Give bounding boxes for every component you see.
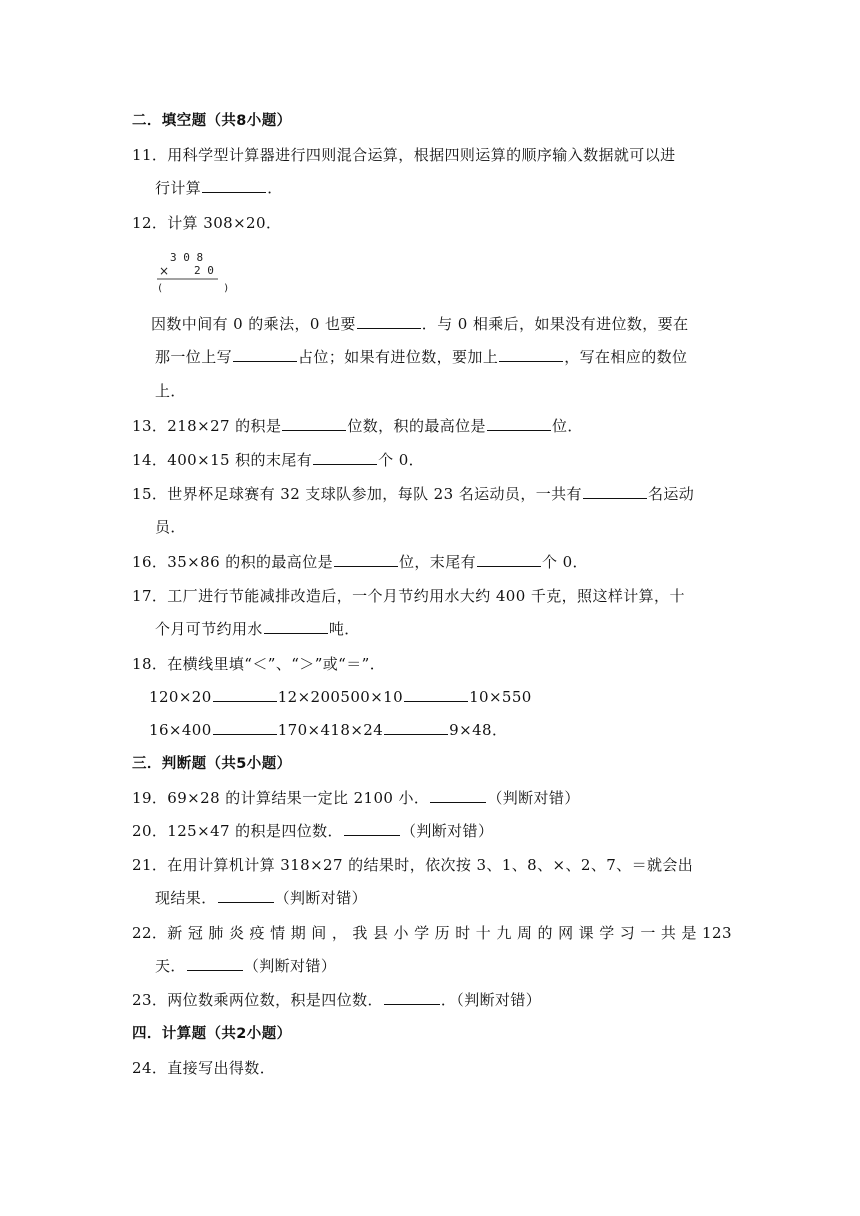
answer-blank[interactable] bbox=[404, 687, 468, 702]
question-12-line-2: 因数中间有 0 的乘法，0 也要 ．与 0 相乘后，如果没有进位数，要在 bbox=[151, 315, 689, 333]
question-12-line-4: 上． bbox=[155, 382, 186, 400]
answer-blank[interactable] bbox=[344, 821, 400, 836]
question-21-line-1: 21．在用计算机计算 318×27 的结果时，依次按 3、1、8、×、2、7、＝就会出 bbox=[132, 856, 694, 874]
question-11-line-2: 行计算 ． bbox=[155, 179, 283, 197]
question-16: 16．35×86 的积的最高位是 位，末尾有 个 0． bbox=[132, 553, 588, 571]
answer-blank[interactable] bbox=[487, 416, 551, 431]
figure-multiplier: 2 0 bbox=[194, 264, 214, 277]
answer-blank[interactable] bbox=[583, 484, 647, 499]
answer-blank[interactable] bbox=[477, 552, 541, 567]
section-heading-fill: 二．填空题（共8小题） bbox=[132, 113, 292, 129]
answer-blank[interactable] bbox=[282, 416, 346, 431]
answer-blank[interactable] bbox=[218, 888, 274, 903]
answer-blank[interactable] bbox=[264, 619, 328, 634]
question-18-line-1: 18．在横线里填“＜”、“＞”或“＝”． bbox=[132, 655, 386, 673]
multiplication-figure bbox=[156, 251, 230, 297]
question-14: 14．400×15 积的末尾有 个 0． bbox=[132, 451, 425, 469]
answer-blank[interactable] bbox=[384, 720, 448, 735]
figure-multiplicand: 3 0 8 bbox=[170, 251, 204, 264]
figure-answer-parens: ( ) bbox=[157, 283, 230, 294]
answer-blank[interactable] bbox=[384, 990, 440, 1005]
question-23: 23．两位数乘两位数，积是四位数． ．（判断对错） bbox=[132, 991, 542, 1009]
answer-blank[interactable] bbox=[357, 314, 421, 329]
figure-times-sign: × bbox=[159, 264, 170, 278]
question-15-line-1: 15．世界杯足球赛有 32 支球队参加，每队 23 名运动员，一共有 名运动 bbox=[132, 485, 695, 503]
question-21-line-2: 现结果． （判断对错） bbox=[155, 889, 368, 907]
answer-blank[interactable] bbox=[499, 347, 563, 362]
answer-blank[interactable] bbox=[187, 956, 243, 971]
question-17-line-2: 个月可节约用水 吨． bbox=[155, 620, 360, 638]
question-12-line-3: 那一位上写 占位；如果有进位数，要加上 ，写在相应的数位 bbox=[155, 348, 688, 366]
question-24: 24．直接写出得数． bbox=[132, 1059, 276, 1077]
answer-blank[interactable] bbox=[213, 687, 277, 702]
question-18-row-1: 120×20 12×200500×10 10×550 bbox=[149, 688, 532, 706]
section-heading-judge: 三．判断题（共5小题） bbox=[132, 756, 292, 772]
answer-blank[interactable] bbox=[202, 178, 266, 193]
answer-blank[interactable] bbox=[233, 347, 297, 362]
question-19: 19．69×28 的计算结果一定比 2100 小． （判断对错） bbox=[132, 789, 580, 807]
question-13: 13．218×27 的积是 位数，积的最高位是 位． bbox=[132, 417, 583, 435]
question-11-line-1: 11．用科学型计算器进行四则混合运算，根据四则运算的顺序输入数据就可以进 bbox=[132, 146, 676, 164]
section-heading-calc: 四．计算题（共2小题） bbox=[132, 1026, 292, 1042]
answer-blank[interactable] bbox=[430, 788, 486, 803]
question-22-line-2: 天． （判断对错） bbox=[155, 957, 337, 975]
question-15-line-2: 员． bbox=[155, 518, 186, 536]
question-17-line-1: 17．工厂进行节能减排改造后，一个月节约用水大约 400 千克，照这样计算，十 bbox=[132, 587, 685, 605]
answer-blank[interactable] bbox=[334, 552, 398, 567]
question-22-line-1: 22．新 冠 肺 炎 疫 情 期 间 ， 我 县 小 学 历 时 十 九 周 的 网 课 学 习 一 共 是 123 bbox=[132, 924, 732, 942]
answer-blank[interactable] bbox=[313, 450, 377, 465]
question-18-row-2: 16×400 170×418×24 9×48． bbox=[149, 721, 508, 739]
question-20: 20．125×47 的积是四位数． （判断对错） bbox=[132, 822, 494, 840]
question-12-line-1: 12．计算 308×20． bbox=[132, 214, 282, 232]
answer-blank[interactable] bbox=[213, 720, 277, 735]
